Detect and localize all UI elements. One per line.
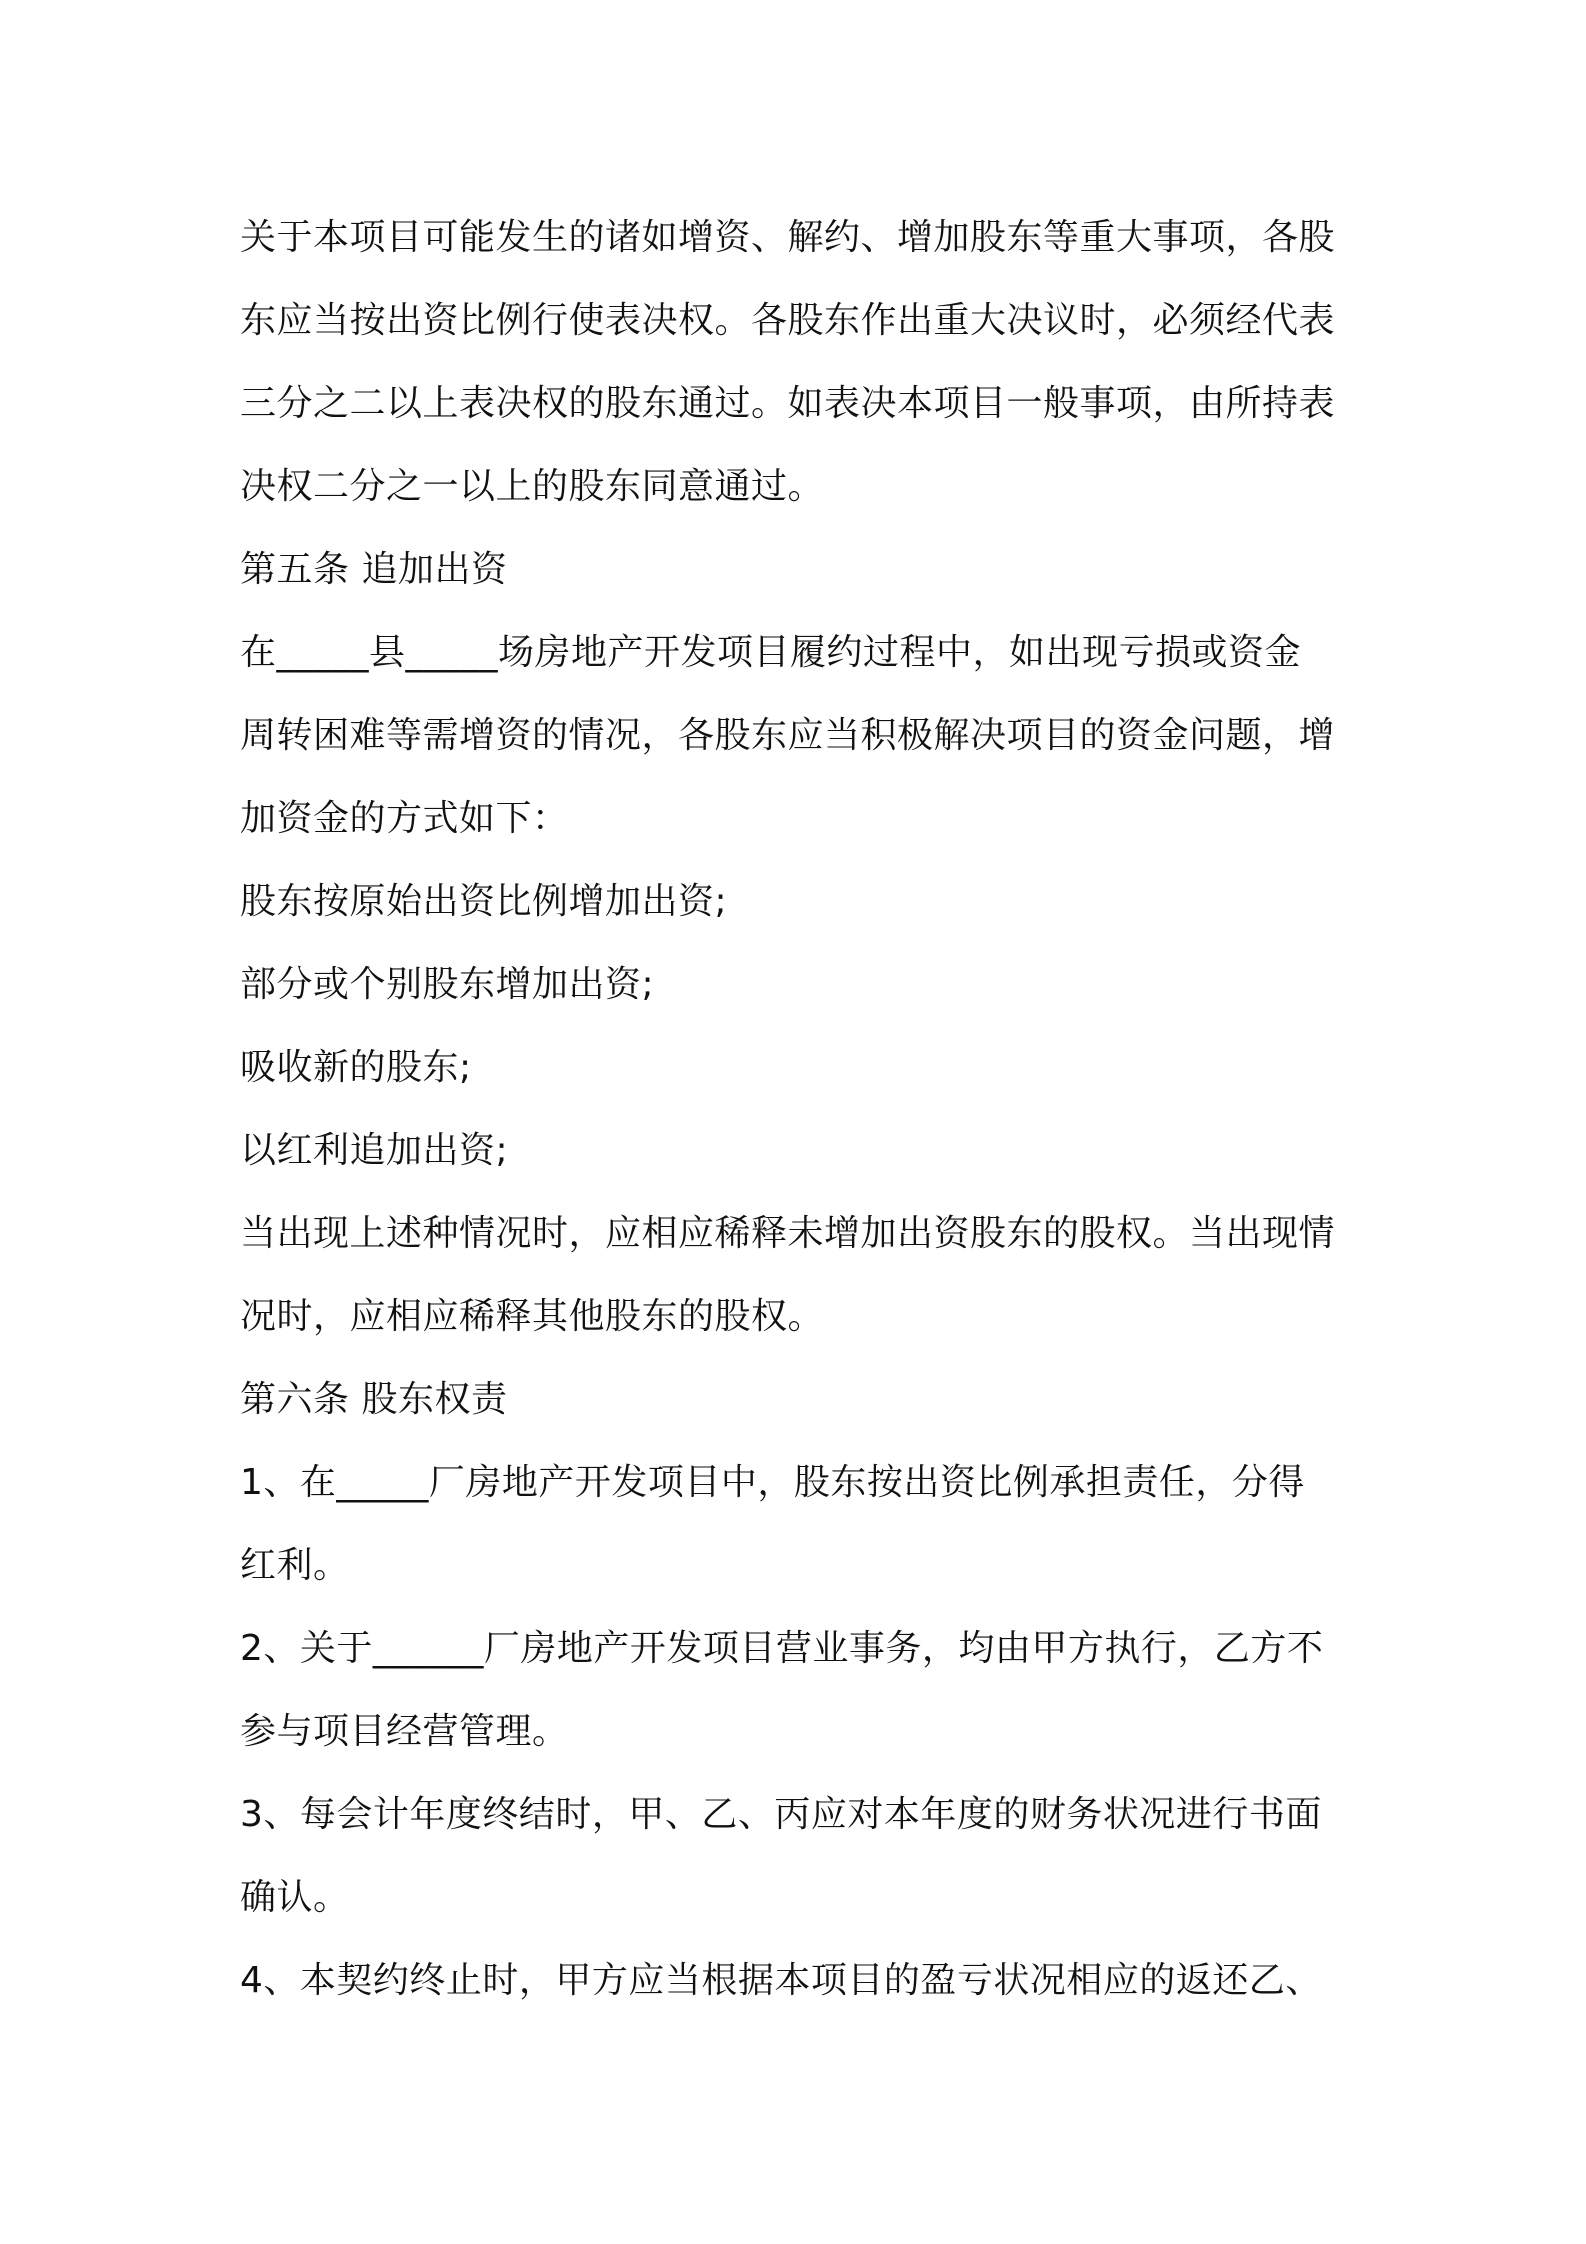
list-item: 以红利追加出资; [240, 1130, 509, 1171]
paragraph-line: 当出现上述种情况时，应相应稀释未增加出资股东的股权。当出现情 [240, 1213, 1336, 1254]
document-body [240, 196, 1360, 2022]
section-heading-6: 第六条 股东权责 [240, 1379, 508, 1420]
paragraph-line: 况时，应相应稀释其他股东的股权。 [240, 1296, 825, 1337]
paragraph-line: 三分之二以上表决权的股东通过。如表决本项目一般事项，由所持表 [240, 383, 1336, 424]
numbered-item-line: 参与项目经营管理。 [240, 1711, 569, 1752]
paragraph-line: 关于本项目可能发生的诸如增资、解约、增加股东等重大事项，各股 [240, 217, 1336, 258]
paragraph-line: 周转困难等需增资的情况，各股东应当积极解决项目的资金问题，增 [240, 715, 1336, 756]
list-item: 股东按原始出资比例增加出资; [240, 881, 728, 922]
paragraph-line: 决权二分之一以上的股东同意通过。 [240, 466, 825, 507]
section-heading-5: 第五条 追加出资 [240, 549, 508, 590]
numbered-item-line: 红利。 [240, 1545, 350, 1586]
list-item: 吸收新的股东; [240, 1047, 472, 1088]
numbered-item-line: 3、每会计年度终结时，甲、乙、丙应对本年度的财务状况进行书面 [240, 1794, 1322, 1835]
numbered-item-line: 4、本契约终止时，甲方应当根据本项目的盈亏状况相应的返还乙、 [240, 1960, 1322, 2001]
numbered-item-line: 1、在_____厂房地产开发项目中，股东按出资比例承担责任，分得 [240, 1462, 1305, 1503]
list-item: 部分或个别股东增加出资; [240, 964, 655, 1005]
numbered-item-line: 2、关于______厂房地产开发项目营业事务，均由甲方执行，乙方不 [240, 1628, 1324, 1669]
numbered-item-line: 确认。 [240, 1877, 350, 1918]
paragraph-line: 东应当按出资比例行使表决权。各股东作出重大决议时，必须经代表 [240, 300, 1336, 341]
paragraph-line: 加资金的方式如下： [240, 798, 569, 839]
paragraph-line: 在_____县_____场房地产开发项目履约过程中，如出现亏损或资金 [240, 632, 1302, 673]
